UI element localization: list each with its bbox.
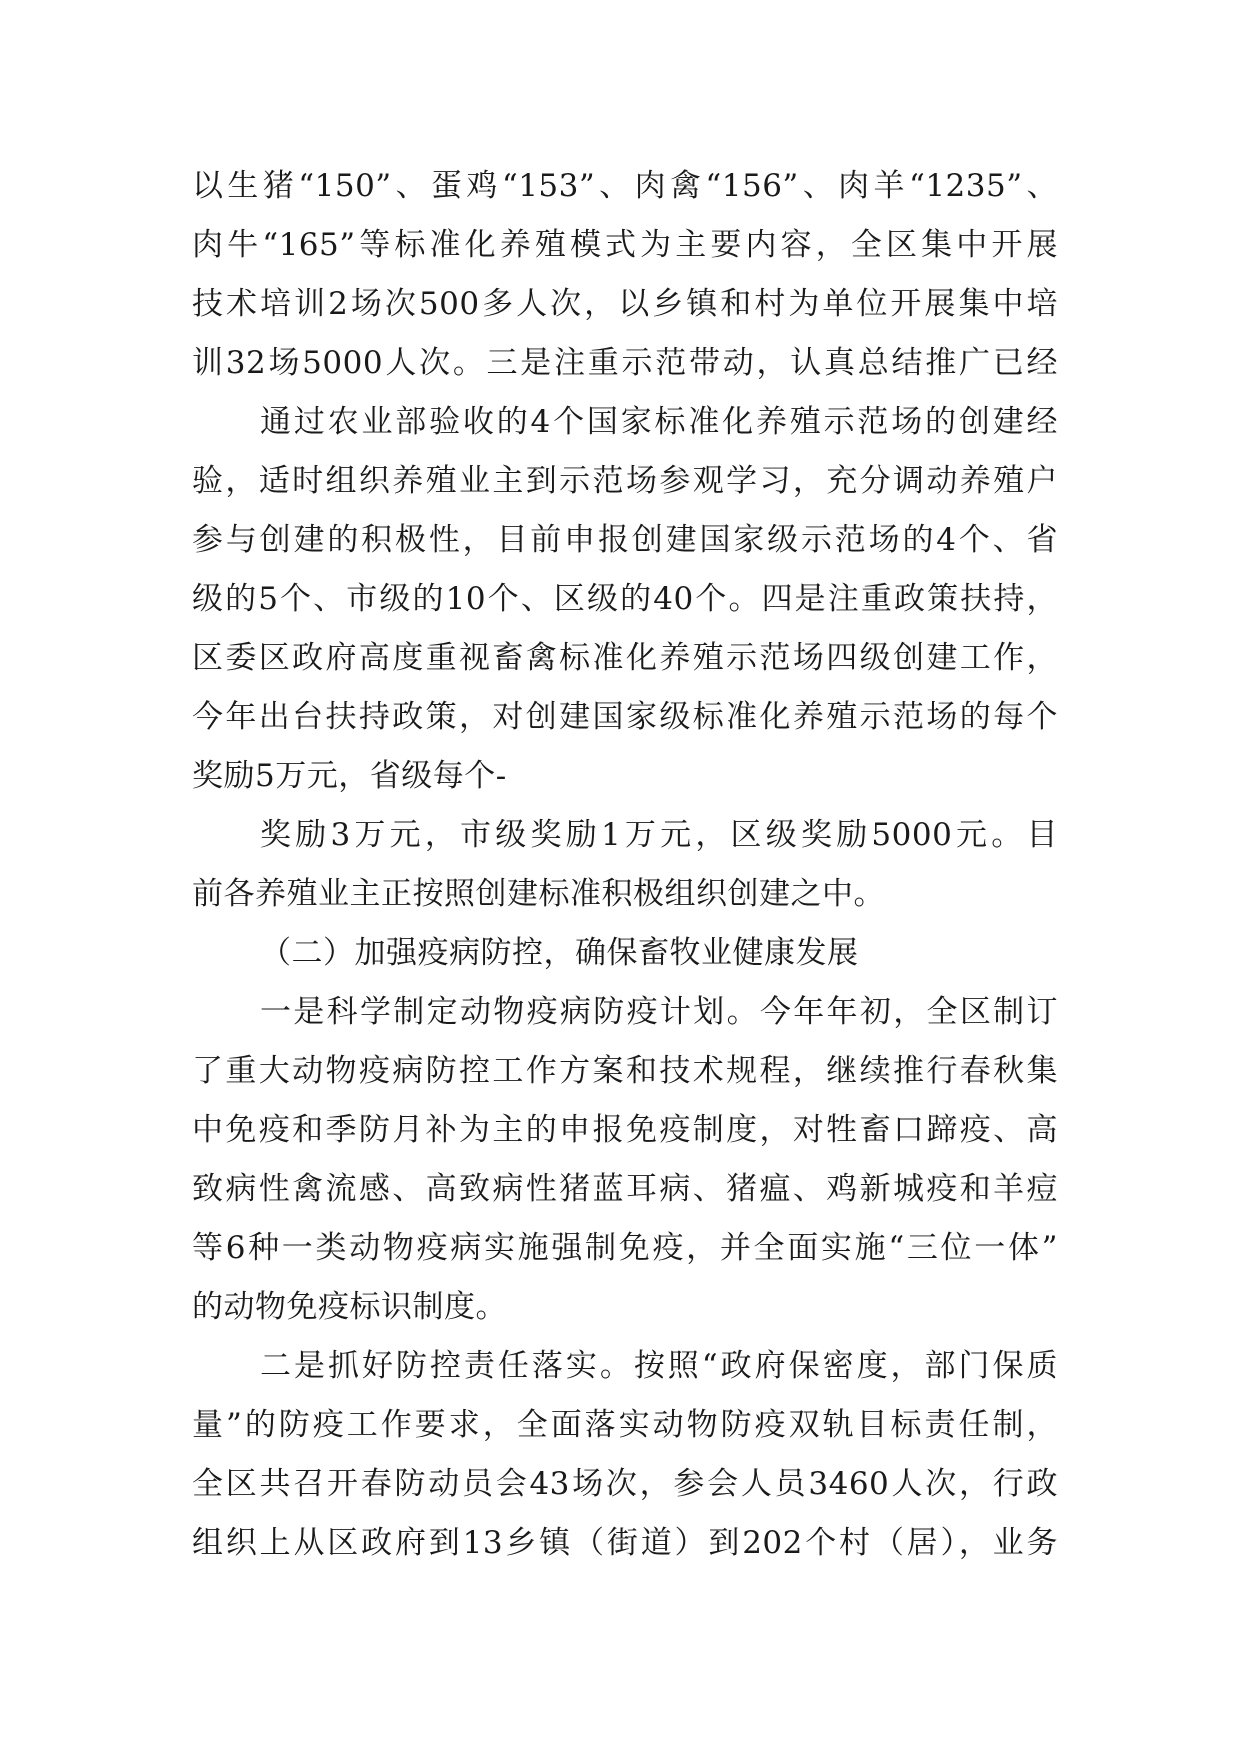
text-line: 验，适时组织养殖业主到示范场参观学习，充分调动养殖户: [192, 463, 1058, 499]
paragraph-first-line: 二是抓好防控责任落实。按照“政府保密度，部门保质: [260, 1348, 1058, 1384]
document-body: [192, 157, 1058, 1573]
text-line: 区委区政府高度重视畜禽标准化养殖示范场四级创建工作，: [192, 640, 1058, 676]
text-line: 训32场5000人次。三是注重示范带动，认真总结推广已经: [192, 345, 1058, 381]
paragraph-first-line: 一是科学制定动物疫病防疫计划。今年年初，全区制订: [260, 994, 1058, 1030]
text-line: 技术培训2场次500多人次，以乡镇和村为单位开展集中培: [192, 286, 1058, 322]
text-line: 奖励5万元，省级每个-: [192, 758, 507, 794]
text-line: 致病性禽流感、高致病性猪蓝耳病、猪瘟、鸡新城疫和羊痘: [192, 1171, 1058, 1207]
text-line: 了重大动物疫病防控工作方案和技术规程，继续推行春秋集: [192, 1053, 1058, 1089]
text-line: 参与创建的积极性，目前申报创建国家级示范场的4个、省: [192, 522, 1058, 558]
text-line: 级的5个、市级的10个、区级的40个。四是注重政策扶持，: [192, 581, 1058, 617]
text-line: 今年出台扶持政策，对创建国家级标准化养殖示范场的每个: [192, 699, 1058, 735]
text-line: 肉牛“165”等标准化养殖模式为主要内容，全区集中开展: [192, 227, 1058, 263]
section-heading: （二）加强疫病防控，确保畜牧业健康发展: [260, 935, 859, 971]
text-line: 的动物免疫标识制度。: [192, 1289, 507, 1325]
text-line: 等6种一类动物疫病实施强制免疫，并全面实施“三位一体”: [192, 1230, 1058, 1266]
text-line: 前各养殖业主正按照创建标准积极组织创建之中。: [192, 876, 885, 912]
text-line: 全区共召开春防动员会43场次，参会人员3460人次，行政: [192, 1466, 1058, 1502]
text-line: 组织上从区政府到13乡镇（街道）到202个村（居），业务: [192, 1525, 1058, 1561]
text-line: 量”的防疫工作要求，全面落实动物防疫双轨目标责任制，: [192, 1407, 1058, 1443]
paragraph-first-line: 通过农业部验收的4个国家标准化养殖示范场的创建经: [260, 404, 1058, 440]
text-line: 中免疫和季防月补为主的申报免疫制度，对牲畜口蹄疫、高: [192, 1112, 1058, 1148]
text-line: 以生猪“150”、蛋鸡“153”、肉禽“156”、肉羊“1235”、: [192, 168, 1058, 204]
paragraph-first-line: 奖励3万元，市级奖励1万元，区级奖励5000元。目: [260, 817, 1058, 853]
